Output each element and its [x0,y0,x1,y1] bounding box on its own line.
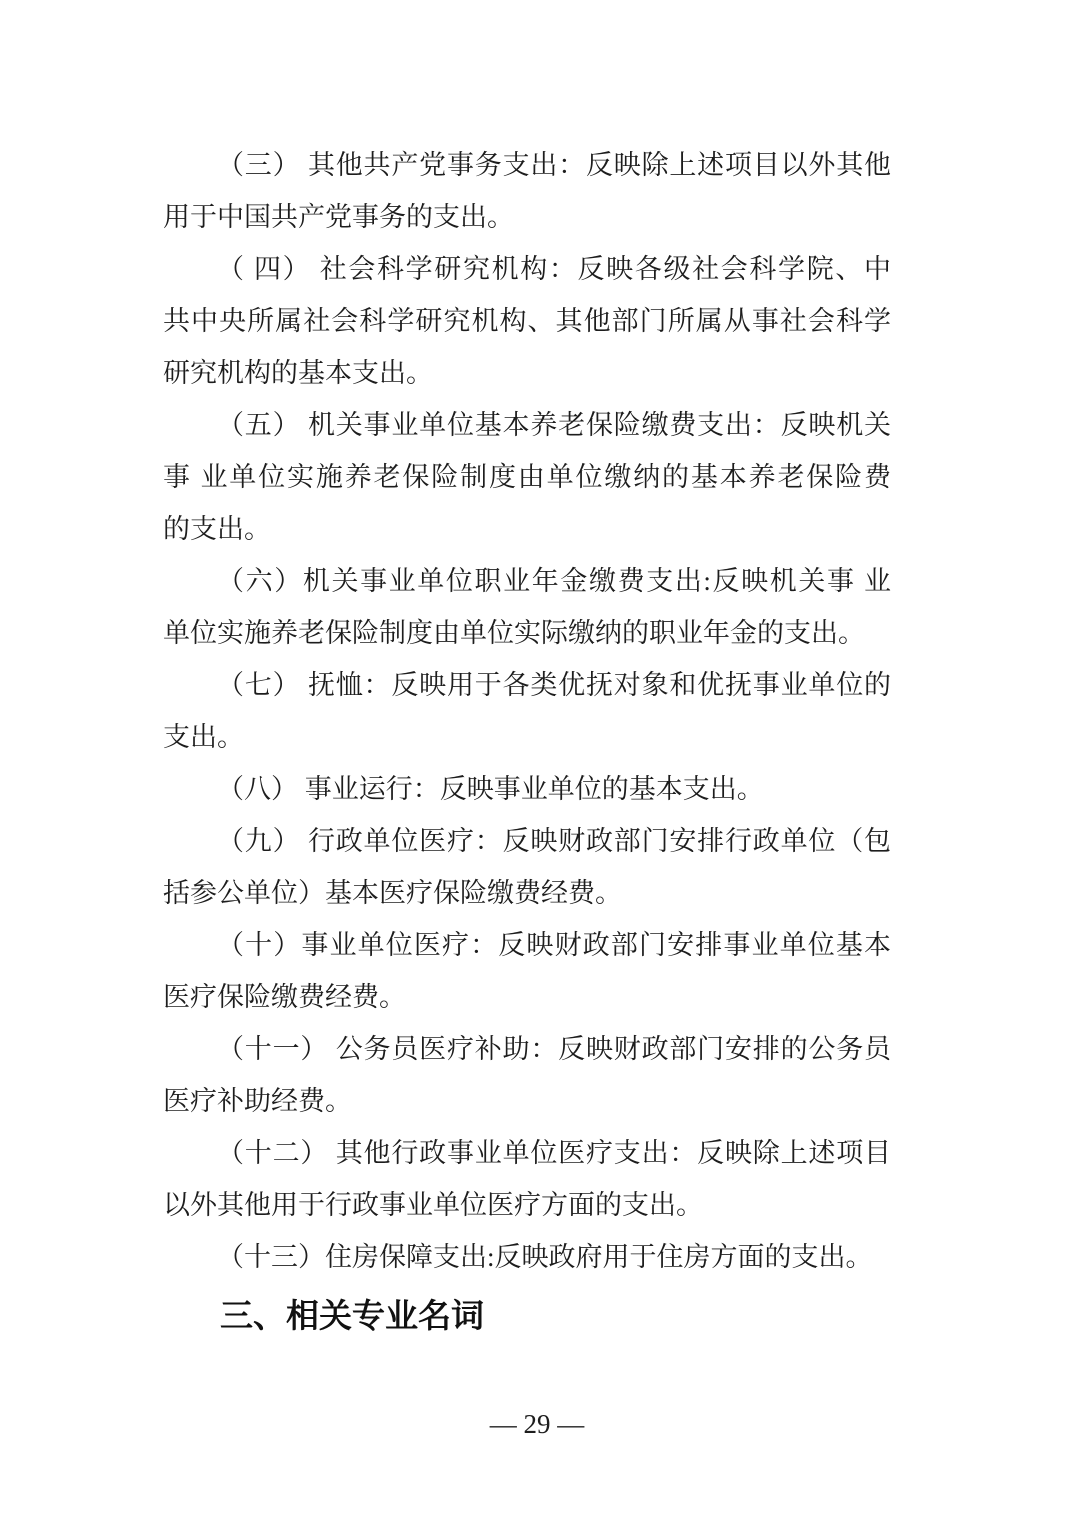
text-line: 用于中国共产党事务的支出。 [163,202,514,232]
body-paragraph [163,659,891,763]
body-paragraph [163,1231,891,1283]
text-line: （十二） 其他行政事业单位医疗支出：反映除上述项目 [217,1138,891,1168]
text-line: 的支出。 [163,514,271,544]
text-line: （十一） 公务员医疗补助：反映财政部门安排的公务员 [217,1034,891,1064]
text-line: （七） 抚恤：反映用于各类优抚对象和优抚事业单位的 [217,670,891,700]
section-heading: 三、相关专业名词 [220,1297,484,1334]
text-line: 以外其他用于行政事业单位医疗方面的支出。 [163,1190,703,1220]
text-line: （ 四） 社会科学研究机构：反映各级社会科学院、中 [217,254,891,284]
text-line: 支出。 [163,722,244,752]
body-paragraph [163,815,891,919]
text-line: （十三）住房保障支出:反映政府用于住房方面的支出。 [217,1242,873,1272]
page-number: — 29 — [489,1409,585,1439]
text-line: （十）事业单位医疗：反映财政部门安排事业单位基本 [217,930,891,960]
text-line: 医疗保险缴费经费。 [163,982,406,1012]
body-paragraph [163,399,891,555]
text-line: （六）机关事业单位职业年金缴费支出:反映机关事 业 [217,566,891,596]
text-line: 共中央所属社会科学研究机构、其他部门所属从事社会科学 [163,306,891,336]
text-line: （九） 行政单位医疗：反映财政部门安排行政单位（包 [217,826,891,856]
text-line: （三） 其他共产党事务支出：反映除上述项目以外其他 [217,150,891,180]
text-line: （八） 事业运行：反映事业单位的基本支出。 [217,774,764,804]
body-paragraph [163,139,891,243]
body-paragraph [163,1023,891,1127]
text-line: 事 业单位实施养老保险制度由单位缴纳的基本养老保险费 [163,462,891,492]
body-paragraph [163,1127,891,1231]
text-line: 单位实施养老保险制度由单位实际缴纳的职业年金的支出。 [163,618,865,648]
body-paragraph [163,243,891,399]
body-paragraph [163,555,891,659]
text-line: 括参公单位）基本医疗保险缴费经费。 [163,878,622,908]
body-paragraph [163,919,891,1023]
text-line: 研究机构的基本支出。 [163,358,433,388]
body-paragraph [163,763,891,815]
text-line: 医疗补助经费。 [163,1086,352,1116]
body-text [163,139,891,1283]
text-line: （五） 机关事业单位基本养老保险缴费支出：反映机关 [217,410,891,440]
